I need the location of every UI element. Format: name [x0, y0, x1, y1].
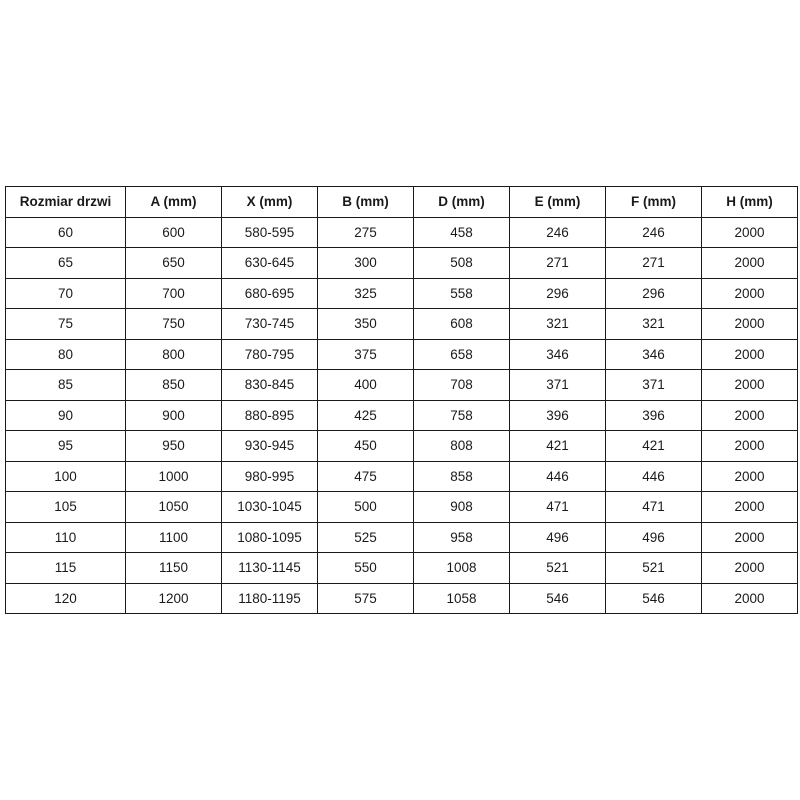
- table-cell: 2000: [702, 461, 798, 492]
- table-cell: 496: [606, 522, 702, 553]
- table-row: [6, 553, 798, 584]
- table-cell: 85: [6, 370, 126, 401]
- door-size-spec-table: [5, 186, 798, 614]
- table-row: [6, 339, 798, 370]
- header-cell-4: D (mm): [414, 187, 510, 218]
- table-cell: 425: [318, 400, 414, 431]
- table-cell: 980-995: [222, 461, 318, 492]
- table-cell: 1130-1145: [222, 553, 318, 584]
- table-cell: 471: [606, 492, 702, 523]
- table-cell: 525: [318, 522, 414, 553]
- table-row: [6, 370, 798, 401]
- table-cell: 830-845: [222, 370, 318, 401]
- table-cell: 608: [414, 309, 510, 340]
- header-cell-5: E (mm): [510, 187, 606, 218]
- table-cell: 2000: [702, 248, 798, 279]
- table-cell: 958: [414, 522, 510, 553]
- table-header: [6, 187, 798, 218]
- table-row: [6, 492, 798, 523]
- table-cell: 1058: [414, 583, 510, 614]
- table-cell: 1200: [126, 583, 222, 614]
- table-row: [6, 309, 798, 340]
- table-cell: 475: [318, 461, 414, 492]
- table-cell: 575: [318, 583, 414, 614]
- table-cell: 630-645: [222, 248, 318, 279]
- table-row: [6, 400, 798, 431]
- table-cell: 396: [606, 400, 702, 431]
- table-cell: 90: [6, 400, 126, 431]
- header-row: [6, 187, 798, 218]
- table-cell: 246: [606, 217, 702, 248]
- table-cell: 1000: [126, 461, 222, 492]
- table-cell: 2000: [702, 583, 798, 614]
- table-cell: 396: [510, 400, 606, 431]
- table-cell: 550: [318, 553, 414, 584]
- table-cell: 65: [6, 248, 126, 279]
- table-cell: 115: [6, 553, 126, 584]
- table-cell: 1050: [126, 492, 222, 523]
- table-cell: 780-795: [222, 339, 318, 370]
- table-cell: 850: [126, 370, 222, 401]
- table-cell: 446: [510, 461, 606, 492]
- table-cell: 350: [318, 309, 414, 340]
- table-cell: 680-695: [222, 278, 318, 309]
- table-cell: 271: [510, 248, 606, 279]
- table-cell: 496: [510, 522, 606, 553]
- table-cell: 580-595: [222, 217, 318, 248]
- table-row: [6, 522, 798, 553]
- table-cell: 246: [510, 217, 606, 248]
- table-cell: 120: [6, 583, 126, 614]
- table-cell: 2000: [702, 553, 798, 584]
- table-cell: 371: [606, 370, 702, 401]
- table-cell: 2000: [702, 217, 798, 248]
- header-cell-7: H (mm): [702, 187, 798, 218]
- table-cell: 2000: [702, 339, 798, 370]
- table-cell: 275: [318, 217, 414, 248]
- table-cell: 75: [6, 309, 126, 340]
- table-cell: 521: [510, 553, 606, 584]
- table-cell: 2000: [702, 400, 798, 431]
- table-cell: 930-945: [222, 431, 318, 462]
- table-cell: 546: [510, 583, 606, 614]
- table-cell: 1180-1195: [222, 583, 318, 614]
- table-cell: 70: [6, 278, 126, 309]
- table-cell: 500: [318, 492, 414, 523]
- table-cell: 558: [414, 278, 510, 309]
- table-cell: 421: [510, 431, 606, 462]
- table-cell: 658: [414, 339, 510, 370]
- table-cell: 321: [510, 309, 606, 340]
- table-cell: 271: [606, 248, 702, 279]
- table-body: [6, 217, 798, 614]
- table-cell: 471: [510, 492, 606, 523]
- table-cell: 2000: [702, 431, 798, 462]
- table-cell: 650: [126, 248, 222, 279]
- table-cell: 296: [606, 278, 702, 309]
- table-cell: 880-895: [222, 400, 318, 431]
- table-cell: 508: [414, 248, 510, 279]
- header-cell-3: B (mm): [318, 187, 414, 218]
- table-cell: 1030-1045: [222, 492, 318, 523]
- table-cell: 100: [6, 461, 126, 492]
- table-cell: 2000: [702, 492, 798, 523]
- table-cell: 858: [414, 461, 510, 492]
- table-cell: 446: [606, 461, 702, 492]
- table-cell: 2000: [702, 278, 798, 309]
- table-cell: 546: [606, 583, 702, 614]
- table-cell: 400: [318, 370, 414, 401]
- table-row: [6, 431, 798, 462]
- table-cell: 1080-1095: [222, 522, 318, 553]
- table-cell: 321: [606, 309, 702, 340]
- table-cell: 2000: [702, 522, 798, 553]
- table-row: [6, 278, 798, 309]
- table-cell: 325: [318, 278, 414, 309]
- table-cell: 730-745: [222, 309, 318, 340]
- table-cell: 346: [510, 339, 606, 370]
- header-cell-2: X (mm): [222, 187, 318, 218]
- table-cell: 105: [6, 492, 126, 523]
- table-cell: 908: [414, 492, 510, 523]
- table-cell: 346: [606, 339, 702, 370]
- table-row: [6, 583, 798, 614]
- table-cell: 458: [414, 217, 510, 248]
- table-row: [6, 217, 798, 248]
- table-cell: 1100: [126, 522, 222, 553]
- table-cell: 900: [126, 400, 222, 431]
- table-cell: 2000: [702, 370, 798, 401]
- table-cell: 600: [126, 217, 222, 248]
- table-cell: 95: [6, 431, 126, 462]
- header-cell-6: F (mm): [606, 187, 702, 218]
- table-cell: 2000: [702, 309, 798, 340]
- header-cell-0: Rozmiar drzwi: [6, 187, 126, 218]
- table-cell: 708: [414, 370, 510, 401]
- table-cell: 80: [6, 339, 126, 370]
- table-cell: 300: [318, 248, 414, 279]
- table-cell: 808: [414, 431, 510, 462]
- table-cell: 800: [126, 339, 222, 370]
- header-cell-1: A (mm): [126, 187, 222, 218]
- table-cell: 758: [414, 400, 510, 431]
- table-cell: 375: [318, 339, 414, 370]
- table-cell: 421: [606, 431, 702, 462]
- table-cell: 1008: [414, 553, 510, 584]
- table-cell: 700: [126, 278, 222, 309]
- table-cell: 60: [6, 217, 126, 248]
- table-cell: 371: [510, 370, 606, 401]
- table-cell: 950: [126, 431, 222, 462]
- table-cell: 296: [510, 278, 606, 309]
- table-cell: 450: [318, 431, 414, 462]
- table-cell: 1150: [126, 553, 222, 584]
- table-cell: 110: [6, 522, 126, 553]
- table-cell: 521: [606, 553, 702, 584]
- table-row: [6, 461, 798, 492]
- table-row: [6, 248, 798, 279]
- table-cell: 750: [126, 309, 222, 340]
